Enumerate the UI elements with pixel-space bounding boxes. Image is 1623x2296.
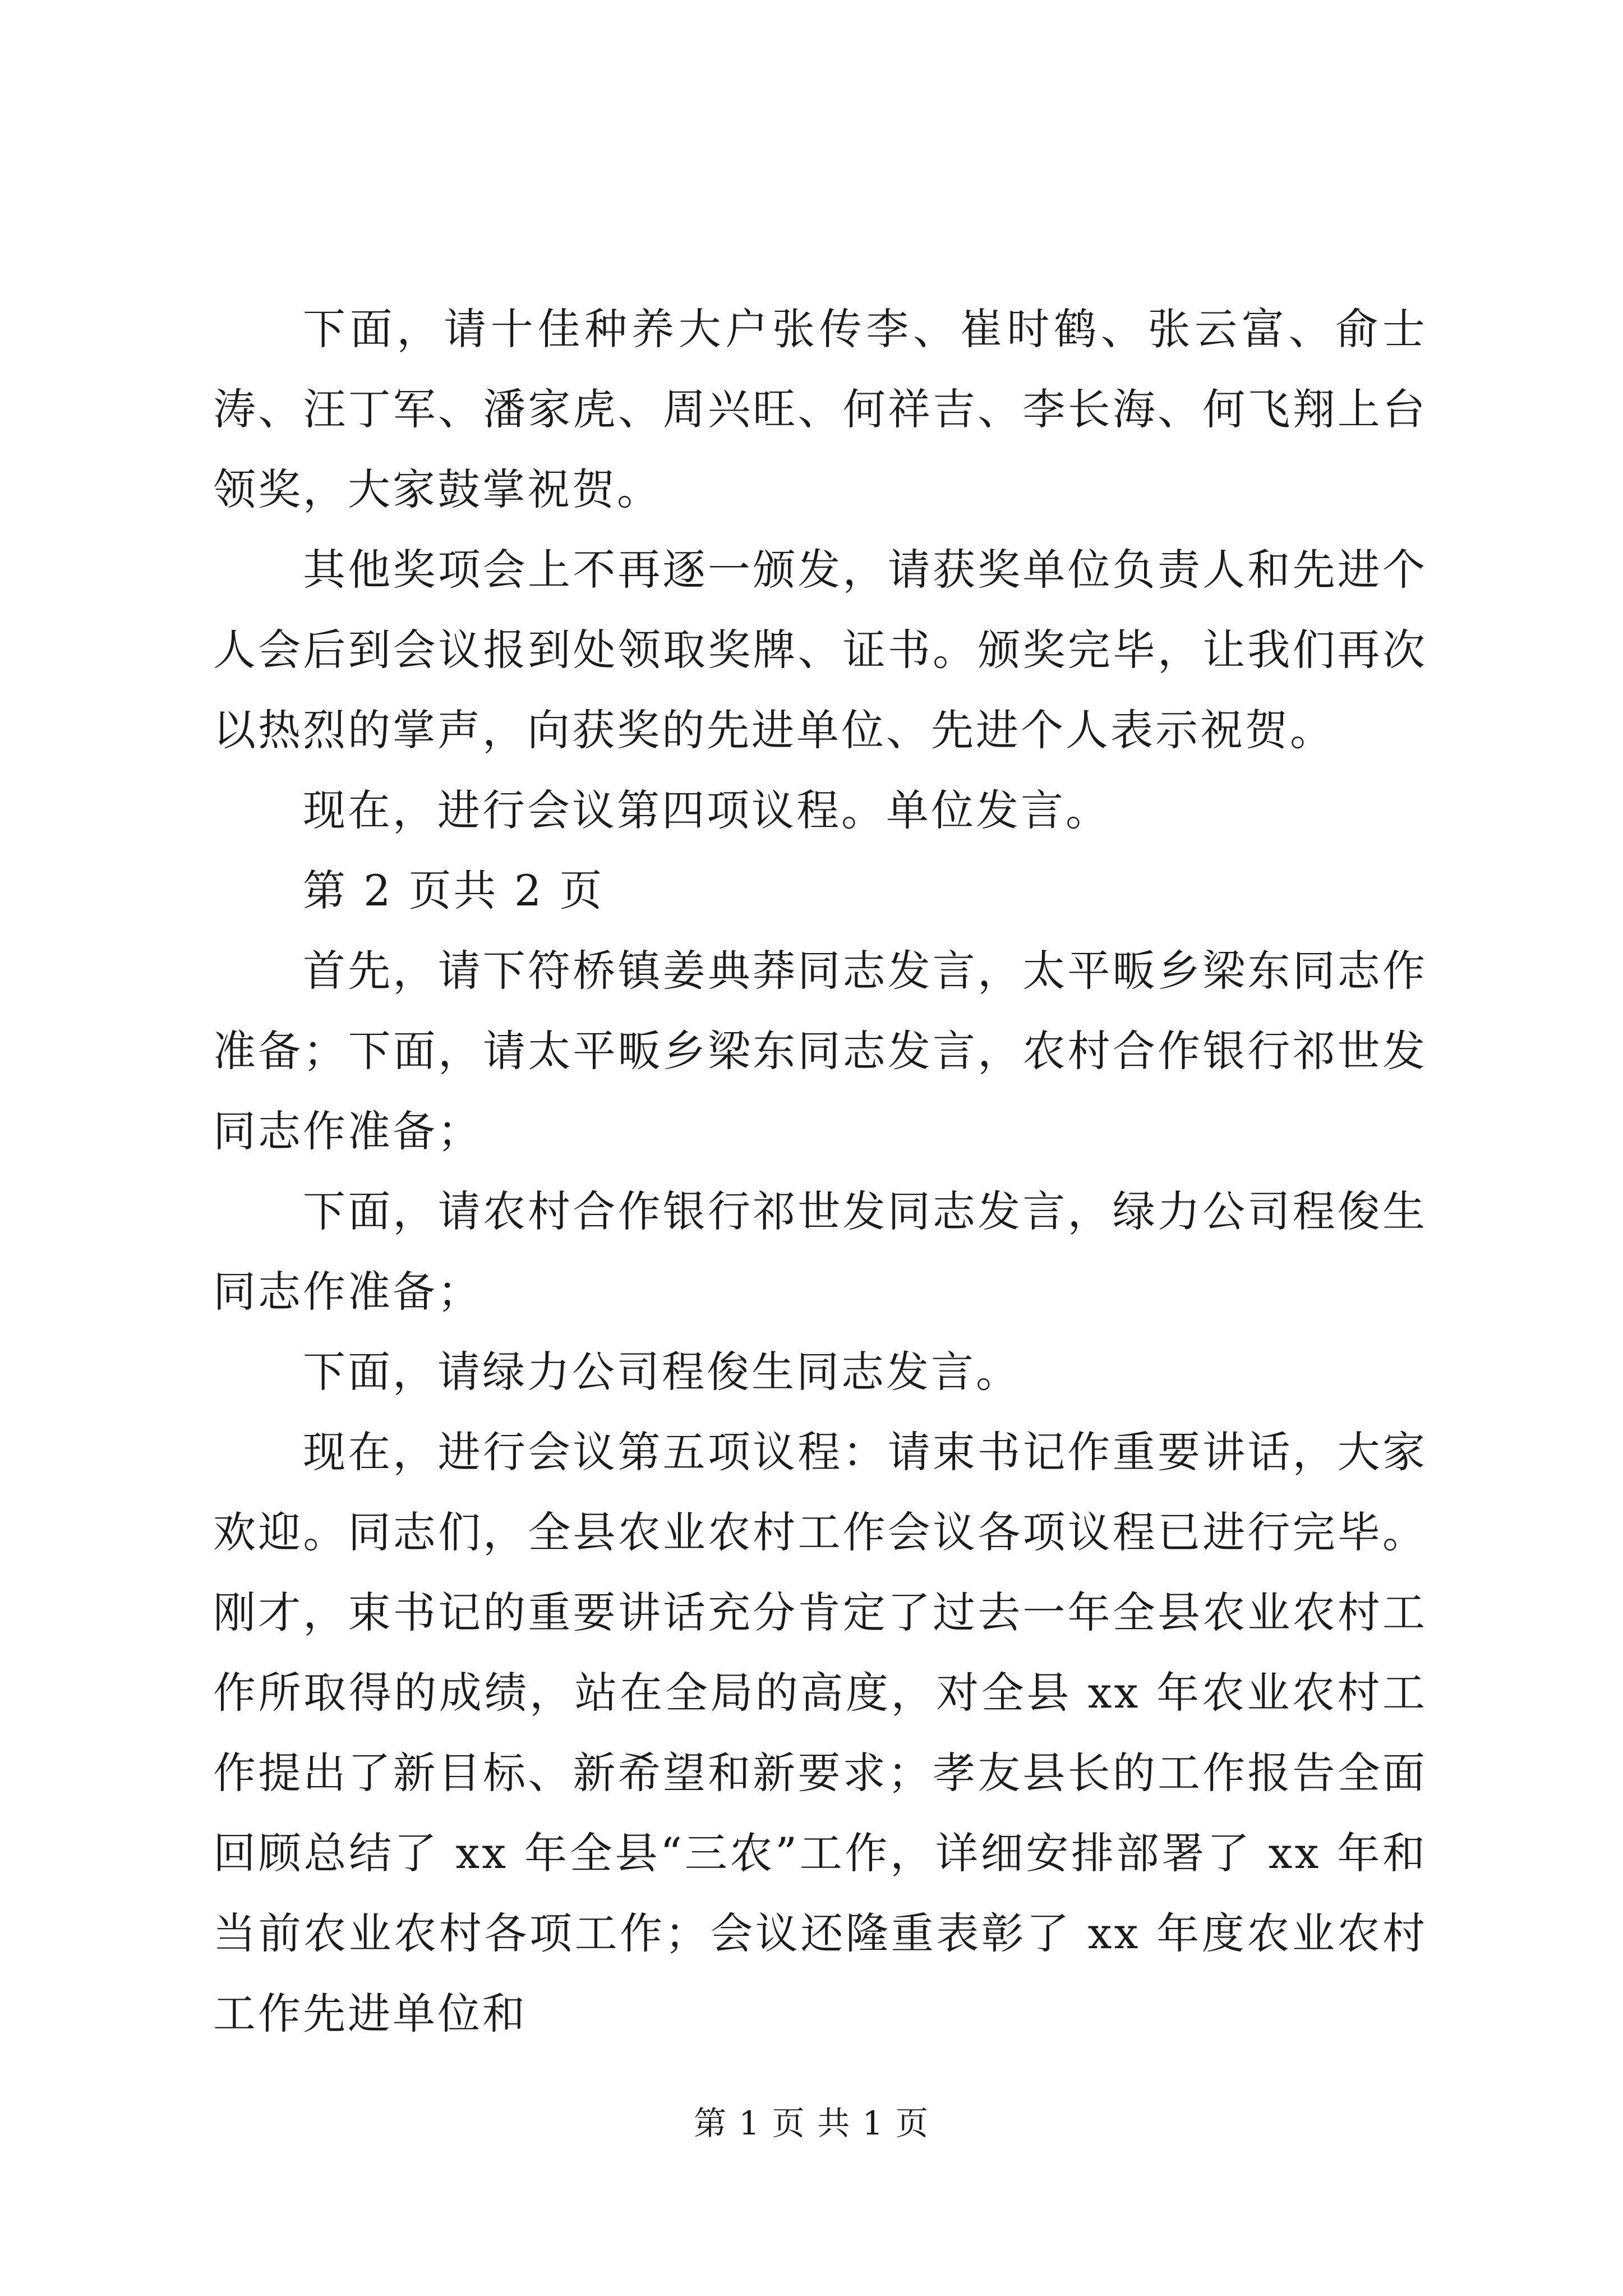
paragraph-award-winners: 下面，请十佳种养大户张传李、崔时鹤、张云富、俞士涛、汪丁军、潘家虎、周兴旺、何祥吉、李长海、何飞翔上台领奖，大家鼓掌祝贺。 <box>213 304 1427 514</box>
paragraph-third-speaker: 下面，请绿力公司程俊生同志发言。 <box>303 1347 1021 1397</box>
paragraph-agenda-four: 现在，进行会议第四项议程。单位发言。 <box>303 785 1110 835</box>
document-body <box>213 289 1427 2054</box>
paragraph-agenda-five: 现在，进行会议第五项议程：请束书记作重要讲话，大家欢迎。同志们，全县农业农村工作会议各项议程已进行完毕。刚才，束书记的重要讲话充分肯定了过去一年全县农业农村工作所取得的成绩，站在全局的高度，对全县 xx 年农业农村工作提出了新目标、新希望和新要求；孝友县长的工作报告全面回顾总结了 xx 年全县“三农”工作，详细安排部署了 xx 年和当前农业农村各项工作；会议还隆重表彰了 xx 年度农业农村工作先进单位和 <box>213 1427 1427 2039</box>
paragraph-inline-page-number: 第 2 页共 2 页 <box>303 866 605 915</box>
paragraph-other-awards: 其他奖项会上不再逐一颁发，请获奖单位负责人和先进个人会后到会议报到处领取奖牌、证书。颁奖完毕，让我们再次以热烈的掌声，向获奖的先进单位、先进个人表示祝贺。 <box>213 545 1427 755</box>
paragraph-second-speaker: 下面，请农村合作银行祁世发同志发言，绿力公司程俊生同志作准备； <box>213 1186 1427 1317</box>
paragraph-first-speaker: 首先，请下符桥镇姜典莽同志发言，太平畈乡梁东同志作准备；下面，请太平畈乡梁东同志发言，农村合作银行祁世发同志作准备； <box>213 946 1427 1156</box>
page-footer: 第 1 页 共 1 页 <box>694 2104 929 2142</box>
